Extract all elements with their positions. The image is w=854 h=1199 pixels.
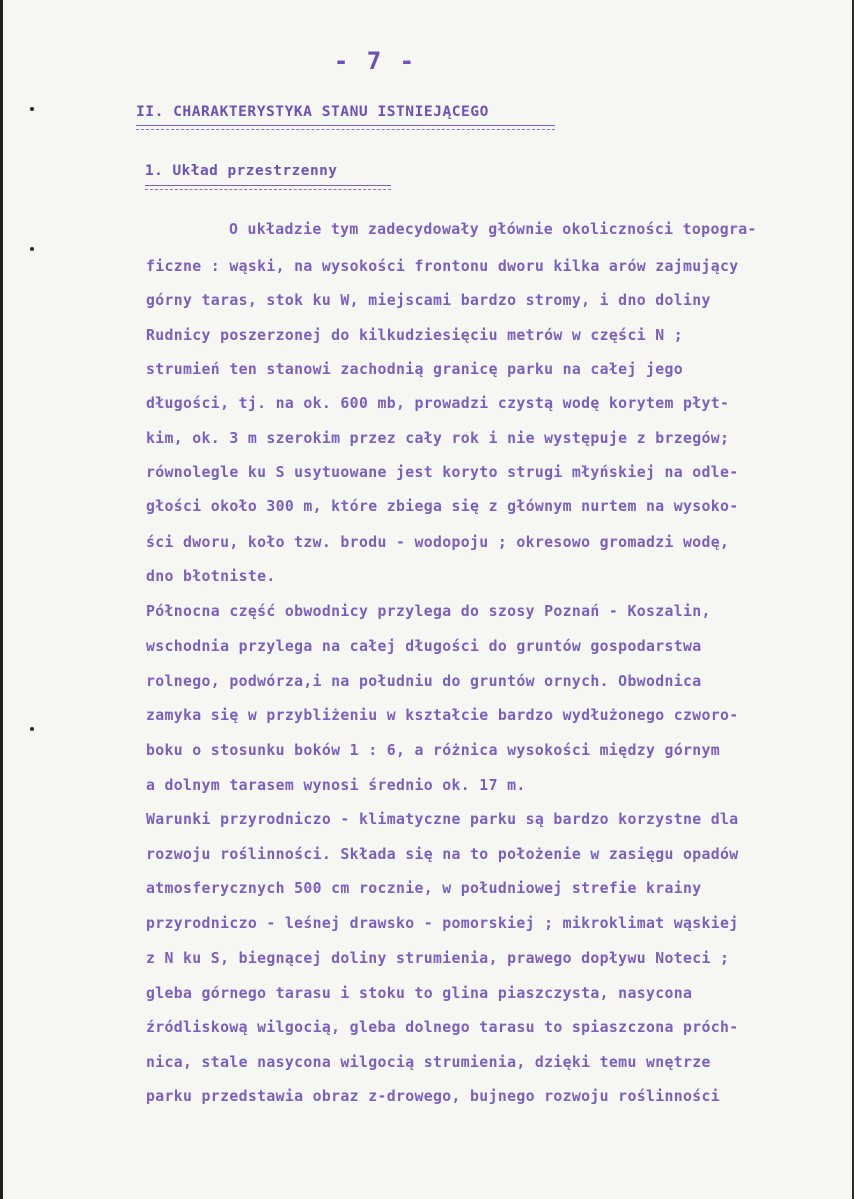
chapter-heading-underline-double xyxy=(136,129,555,130)
section-heading-underline-double xyxy=(145,189,391,190)
text-line: Północna część obwodnicy przylega do szosy Poznań - Koszalin, xyxy=(146,603,711,620)
page-left-edge xyxy=(0,0,3,1199)
text-line: źródliskową wilgocią, gleba dolnego tarasu to spiaszczona próch- xyxy=(146,1019,739,1036)
section-heading: 1. Układ przestrzenny xyxy=(145,163,338,179)
text-line: zamyka się w przybliżeniu w kształcie bardzo wydłużonego czworo- xyxy=(146,707,739,724)
text-line: długości, tj. na ok. 600 mb, prowadzi czystą wodę korytem płyt- xyxy=(146,395,730,412)
text-line: ści dworu, koło tzw. brodu - wodopoju ; okresowo gromadzi wodę, xyxy=(146,534,730,551)
punch-hole-mark xyxy=(30,247,34,251)
text-line: rozwoju roślinności. Składa się na to położenie w zasięgu opadów xyxy=(146,846,739,863)
page-number: - 7 - xyxy=(333,47,417,75)
text-line: rolnego, podwórza,i na południu do gruntów ornych. Obwodnica xyxy=(146,673,702,690)
punch-hole-mark xyxy=(30,727,34,731)
text-line: z N ku S, biegnącej doliny strumienia, prawego dopływu Noteci ; xyxy=(146,950,730,967)
chapter-heading-underline xyxy=(136,125,555,126)
text-line: dno błotniste. xyxy=(146,568,276,585)
text-line: strumień ten stanowi zachodnią granicę parku na całej jego xyxy=(146,361,683,378)
section-heading-underline xyxy=(145,185,391,186)
text-line: Warunki przyrodniczo - klimatyczne parku są bardzo korzystne dla xyxy=(146,811,739,828)
text-line: nica, stale nasycona wilgocią strumienia, dzięki temu wnętrze xyxy=(146,1054,711,1071)
text-line: gleba górnego tarasu i stoku to glina piaszczysta, nasycona xyxy=(146,985,693,1002)
text-line: kim, ok. 3 m szerokim przez cały rok i nie występuje z brzegów; xyxy=(146,430,730,447)
text-line: górny taras, stok ku W, miejscami bardzo stromy, i dno doliny xyxy=(146,292,711,309)
text-line: przyrodniczo - leśnej drawsko - pomorskiej ; mikroklimat wąskiej xyxy=(146,915,739,932)
text-line: głości około 300 m, które zbiega się z głównym nurtem na wysoko- xyxy=(146,498,739,515)
text-line: O układzie tym zadecydowały głównie okoliczności topogra- xyxy=(229,221,757,238)
text-line: boku o stosunku boków 1 : 6, a różnica wysokości między górnym xyxy=(146,742,721,759)
text-line: wschodnia przylega na całej długości do gruntów gospodarstwa xyxy=(146,638,702,655)
text-line: a dolnym tarasem wynosi średnio ok. 17 m. xyxy=(146,777,526,794)
text-line: Rudnicy poszerzonej do kilkudziesięciu metrów w części N ; xyxy=(146,327,683,344)
text-line: parku przedstawia obraz z-drowego, bujnego rozwoju roślinności xyxy=(146,1088,721,1105)
text-line: atmosferycznych 500 cm rocznie, w południowej strefie krainy xyxy=(146,880,702,897)
punch-hole-mark xyxy=(30,107,34,111)
chapter-heading: II. CHARAKTERYSTYKA STANU ISTNIEJĄCEGO xyxy=(136,103,489,120)
text-line: równolegle ku S usytuowane jest koryto strugi młyńskiej na odle- xyxy=(146,464,739,481)
text-line: ficzne : wąski, na wysokości frontonu dworu kilka arów zajmujący xyxy=(146,258,739,275)
